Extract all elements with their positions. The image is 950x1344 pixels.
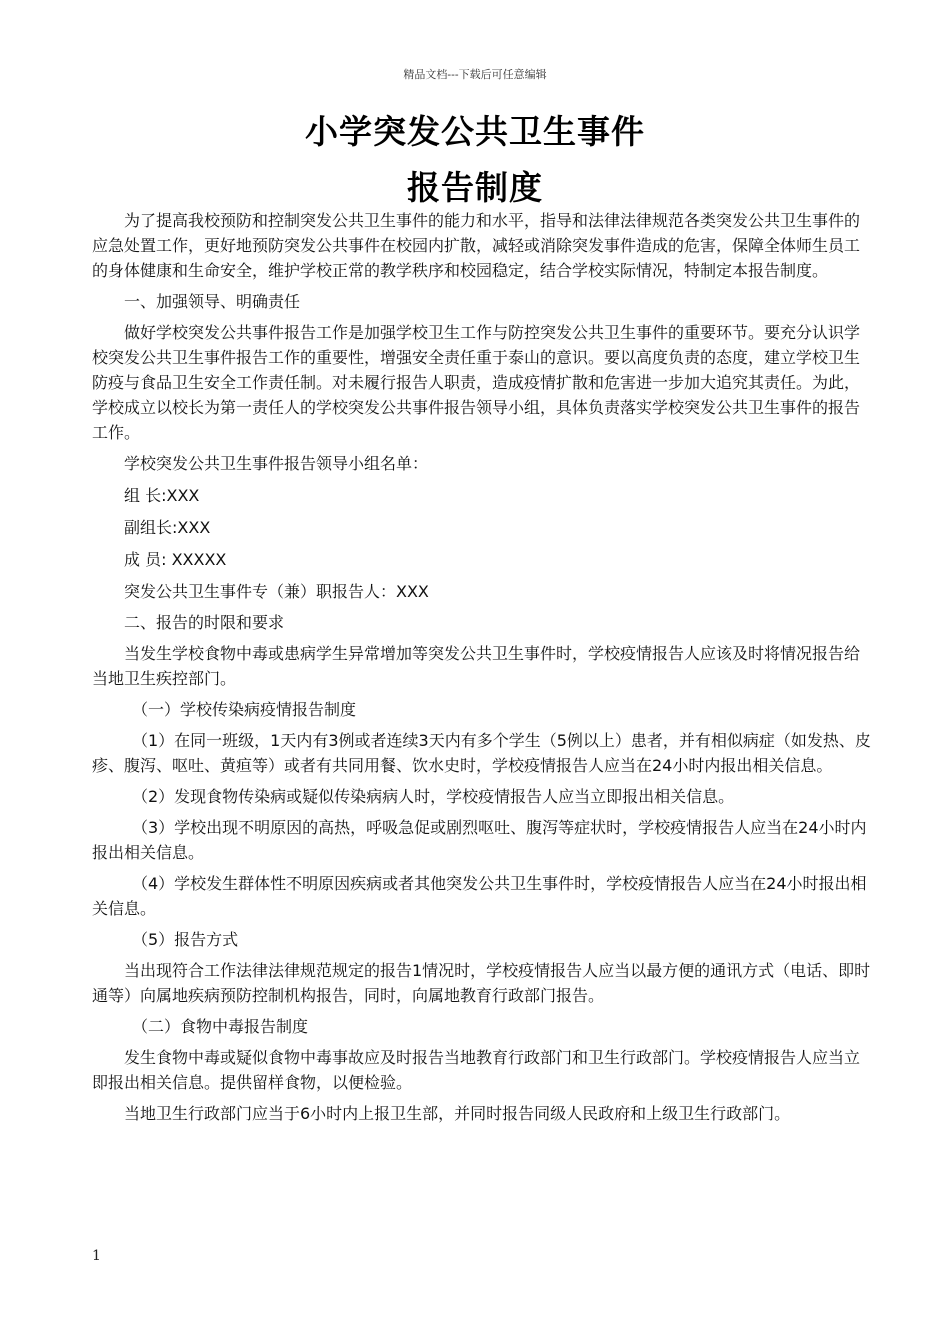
section2-heading: 二、报告的时限和要求: [124, 613, 285, 632]
header-note: 精品文档---下载后可任意编辑: [403, 68, 547, 81]
document-body: [92, 208, 872, 1132]
intro-paragraph: 为了提高我校预防和控制突发公共卫生事件的能力和水平，指导和法律法律规范各类突发公共卫生事件的应急处置工作，更好地预防突发公共事件在校园内扩散，减轻或消除突发事件造成的危害，保障全体师生员工的身体健康和生命安全，维护学校正常的教学秩序和校园稳定，结合学校实际情况，特制定本报告制度。: [92, 211, 861, 280]
item-3: （3）学校出现不明原因的高热，呼吸急促或剧烈呕吐、腹泻等症状时，学校疫情报告人应当在24小时内报出相关信息。: [92, 818, 867, 862]
roster-intro: 学校突发公共卫生事件报告领导小组名单：: [124, 454, 429, 473]
title-line-2: 报告制度: [407, 168, 543, 207]
section1-heading: 一、加强领导、明确责任: [124, 292, 301, 311]
section1-paragraph: 做好学校突发公共事件报告工作是加强学校卫生工作与防控突发公共卫生事件的重要环节。要充分认识学校突发公共卫生事件报告工作的重要性，增强安全责任重于泰山的意识。要以高度负责的态度，建立学校卫生防疫与食品卫生安全工作责任制。对未履行报告人职责，造成疫情扩散和危害进一步加大追究其责任。为此，学校成立以校长为第一责任人的学校突发公共事件报告领导小组，具体负责落实学校突发公共卫生事件的报告工作。: [92, 323, 861, 442]
roster-reporter: 突发公共卫生事件专（兼）职报告人：XXX: [124, 582, 429, 601]
section2-paragraph: 当发生学校食物中毒或患病学生异常增加等突发公共卫生事件时，学校疫情报告人应该及时将情况报告给当地卫生疾控部门。: [92, 644, 861, 688]
roster-deputy: 副组长:XXX: [124, 518, 211, 537]
item-5-paragraph: 当出现符合工作法律法律规范规定的报告1情况时，学校疫情报告人应当以最方便的通讯方式（电话、即时通等）向属地疾病预防控制机构报告，同时，向属地教育行政部门报告。: [92, 961, 871, 1005]
subsection1-heading: （一）学校传染病疫情报告制度: [132, 700, 357, 719]
roster-members: 成 员: XXXXX: [124, 550, 227, 569]
item-5-heading: （5）报告方式: [132, 930, 239, 949]
item-4: （4）学校发生群体性不明原因疾病或者其他突发公共卫生事件时，学校疫情报告人应当在24小时报出相关信息。: [92, 874, 867, 918]
subsection2-paragraph-1: 发生食物中毒或疑似食物中毒事故应及时报告当地教育行政部门和卫生行政部门。学校疫情报告人应当立即报出相关信息。提供留样食物，以便检验。: [92, 1048, 861, 1092]
item-1: （1）在同一班级，1天内有3例或者连续3天内有多个学生（5例以上）患者，并有相似病症（如发热、皮疹、腹泻、呕吐、黄疸等）或者有共同用餐、饮水史时，学校疫情报告人应当在24小时内报出相关信息。: [92, 731, 871, 775]
roster-leader: 组 长:XXX: [124, 486, 200, 505]
page-number: 1: [92, 1248, 101, 1264]
title-line-1: 小学突发公共卫生事件: [305, 112, 645, 151]
subsection2-heading: （二）食物中毒报告制度: [132, 1017, 309, 1036]
subsection2-paragraph-2: 当地卫生行政部门应当于6小时内上报卫生部，并同时报告同级人民政府和上级卫生行政部门。: [124, 1104, 791, 1123]
item-2: （2）发现食物传染病或疑似传染病病人时，学校疫情报告人应当立即报出相关信息。: [132, 787, 735, 806]
